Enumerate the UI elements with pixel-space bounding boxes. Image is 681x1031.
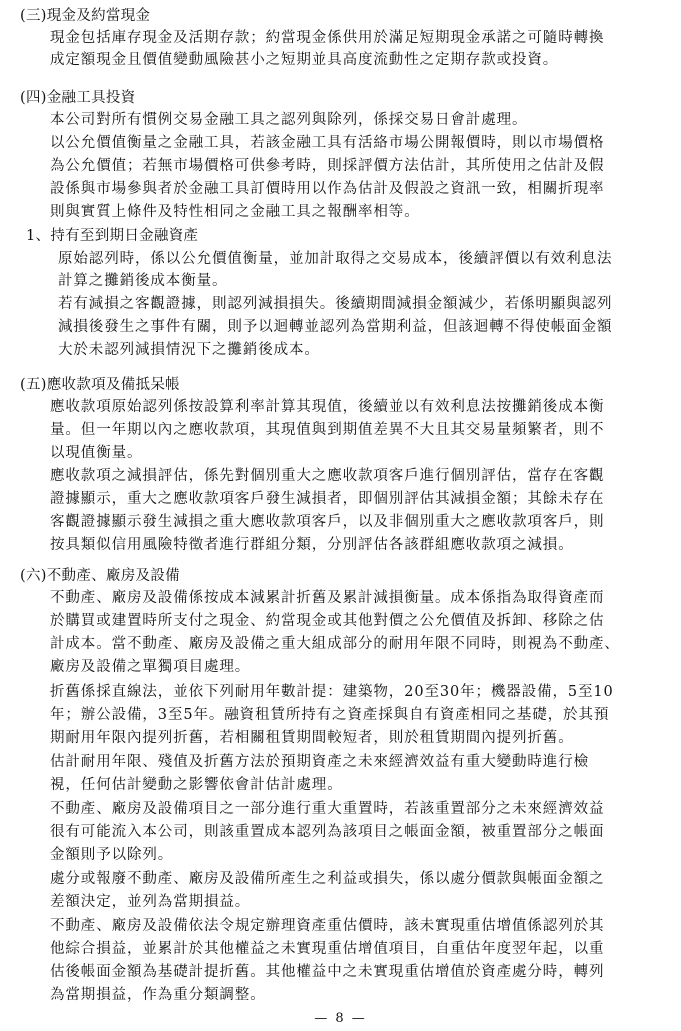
paragraph-line: 金額則予以除列。 (50, 847, 174, 863)
paragraph-line: 現金包括庫存現金及活期存款；約當現金係供用於滿足短期現金承諾之可隨時轉換 (50, 30, 605, 46)
paragraph-line: 應收款項之減損評估，係先對個別重大之應收款項客戶進行個別評估，當存在客觀 (50, 468, 605, 484)
paragraph-line: 大於未認列減損情況下之攤銷後成本。 (58, 342, 320, 358)
paragraph-line: 證據顯示，重大之應收款項客戶發生減損者，即個別評估其減損金額；其餘未存在 (50, 491, 605, 507)
paragraph-line: 廠房及設備之單獨項目處理。 (50, 659, 251, 675)
paragraph-line: 不動產、廠房及設備係按成本減累計折舊及累計減損衡量。成本係指為取得資產而 (50, 590, 605, 606)
paragraph-line: 不動產、廠房及設備依法令規定辦理資產重估價時，該未實現重估增值係認列於其 (50, 918, 605, 934)
paragraph-line: 折舊係採直線法，並依下列耐用年數計提：建築物，20至30年；機器設備，5至10 (50, 684, 614, 700)
paragraph-line: 估後帳面金額為基礎計提折舊。其他權益中之未實現重估增值於資產處分時，轉列 (50, 964, 605, 980)
paragraph-line: 視，任何估計變動之影響依會計估計處理。 (50, 777, 343, 793)
paragraph-line: 期耐用年限內提列折舊，若相關租賃期間較短者，則於租賃期間內提列折舊。 (50, 730, 574, 746)
paragraph-line: 減損後發生之事件有關，則予以迴轉並認列為當期利益，但該迴轉不得使帳面金額 (58, 319, 613, 335)
paragraph-line: 為當期損益，作為重分類調整。 (50, 987, 266, 1003)
paragraph-line: 設係與市場參與者於金融工具訂價時用以作為估計及假設之資訊一致，相關折現率 (50, 181, 605, 197)
paragraph-line: 本公司對所有慣例交易金融工具之認列與除列，係採交易日會計處理。 (50, 112, 528, 128)
subsection-heading: 1、持有至到期日金融資產 (26, 228, 199, 244)
section-heading: (三)現金及約當現金 (20, 8, 151, 24)
paragraph-line: 處分或報廢不動產、廠房及設備所產生之利益或損失，係以處分價款與帳面金額之 (50, 871, 605, 887)
page-number: — 8 — (314, 1011, 367, 1026)
paragraph-line: 原始認列時，係以公允價值衡量，並加計取得之交易成本，後續評價以有效利息法 (58, 251, 613, 267)
paragraph-line: 他綜合損益，並累計於其他權益之未實現重估增值項目，自重估年度翌年起，以重 (50, 941, 605, 957)
paragraph-line: 估計耐用年限、殘值及折舊方法於預期資產之未來經濟效益有重大變動時進行檢 (50, 754, 589, 770)
section-heading: (四)金融工具投資 (20, 90, 136, 106)
paragraph-line: 以現值衡量。 (50, 445, 143, 461)
section-heading: (六)不動產、廠房及設備 (20, 568, 180, 584)
paragraph-line: 為公允價值；若無市場價格可供參考時，則採評價方法估計，其所使用之估計及假 (50, 158, 605, 174)
paragraph-line: 計算之攤銷後成本衡量。 (58, 273, 228, 289)
paragraph-line: 計成本。當不動產、廠房及設備之重大組成部分的耐用年限不同時，則視為不動產、 (50, 636, 620, 652)
paragraph-line: 不動產、廠房及設備項目之一部分進行重大重置時，若該重置部分之未來經濟效益 (50, 801, 605, 817)
paragraph-line: 成定額現金且價值變動風險甚小之短期並具高度流動性之定期存款或投資。 (50, 52, 559, 68)
paragraph-line: 應收款項原始認列係按設算利率計算其現值，後續並以有效利息法按攤銷後成本衡 (50, 399, 605, 415)
paragraph-line: 按具類似信用風險特徵者進行群組分類，分別評估各該群組應收款項之減損。 (50, 537, 574, 553)
paragraph-line: 以公允價值衡量之金融工具，若該金融工具有活絡市場公開報價時，則以市場價格 (50, 135, 605, 151)
paragraph-line: 於購買或建置時所支付之現金、約當現金或其他對價之公允價值及拆卸、移除之估 (50, 613, 605, 629)
paragraph-line: 則與實質上條件及特性相同之金融工具之報酬率相等。 (50, 204, 420, 220)
paragraph-line: 客觀證據顯示發生減損之重大應收款項客戶，以及非個別重大之應收款項客戶，則 (50, 514, 605, 530)
paragraph-line: 差額決定，並列為當期損益。 (50, 894, 251, 910)
paragraph-line: 年；辦公設備，3至5年。融資租賃所持有之資產採與自有資產相同之基礎，於其預 (50, 707, 610, 723)
paragraph-line: 若有減損之客觀證據，則認列減損損失。後續期間減損金額減少，若係明顯與認列 (58, 296, 613, 312)
paragraph-line: 量。但一年期以內之應收款項，其現值與到期值差異不大且其交易量頻繁者，則不 (50, 422, 605, 438)
paragraph-line: 很有可能流入本公司，則該重置成本認列為該項目之帳面金額，被重置部分之帳面 (50, 824, 605, 840)
section-heading: (五)應收款項及備抵呆帳 (20, 377, 180, 393)
